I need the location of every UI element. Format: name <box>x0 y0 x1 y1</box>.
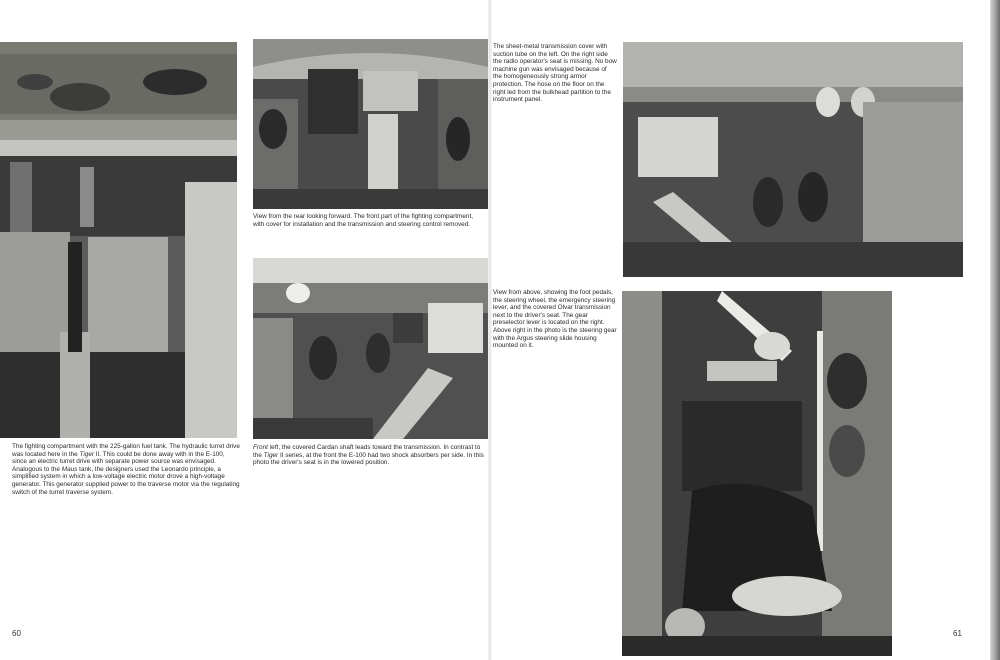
caption-rear-view: View from the rear looking forward. The front part of the fighting compartment, with cover for installation and the transmission and steering control removed. <box>253 213 473 228</box>
page-number-right: 61 <box>953 629 962 638</box>
photo-front-left <box>253 258 488 439</box>
page-number-left: 60 <box>12 629 21 638</box>
photo-view-above <box>622 291 892 656</box>
caption-fighting-compartment: The fighting compartment with the 225-gallon fuel tank. The hydraulic turret drive was located here in the Tiger II. This could be done away with in the E-100, since an electric turret drive with separate power source was envisaged. Analogous to the Maus tank, the designers used the Leonardo principle, a simplified system in which a low-voltage electric motor drove a high-voltage generator. This generator supplied power to the traverse motor via the regulating switch of the turret traverse system. <box>12 443 240 496</box>
photo-rear-view <box>253 39 488 209</box>
caption-transmission-cover: The sheet-metal transmission cover with suction tube on the left. On the right side the radio operator's seat is missing. No bow machine gun was envisaged because of the homogeneously strong armor protection. The hose on the floor on the right led from the bulkhead partition to the instrument panel. <box>493 43 617 104</box>
page-edge-shadow <box>990 0 1000 660</box>
caption-front-left: Front left, the covered Cardan shaft leads toward the transmission. In contrast to the Tiger II series, at the front the E-100 had two shock absorbers per side. In this photo the driver's seat is in the lowered position. <box>253 444 484 467</box>
photo-transmission-cover <box>623 42 963 277</box>
page-gutter <box>488 0 492 660</box>
caption-view-above: View from above, showing the foot pedals, the steering wheel, the emergency steering lever, and the covered Olvar transmission next to the driver's seat. The gear preselector lever is located on the right. Above right in the photo is the steering gear with the Argus steering slide housing mounted on it. <box>493 289 617 350</box>
photo-fighting-compartment <box>0 42 237 438</box>
